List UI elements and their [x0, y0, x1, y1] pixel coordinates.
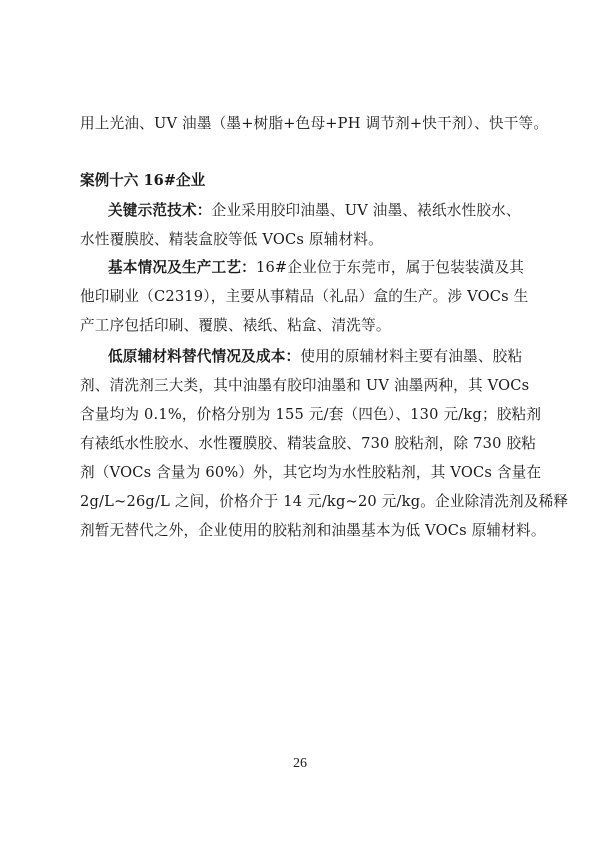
key-tech-text: 企业采用胶印油墨、UV 油墨、裱纸水性胶水、: [211, 202, 521, 219]
basic-info-text: 16#企业位于东莞市，属于包装装潢及其: [255, 259, 525, 276]
substitution-text: 使用的原辅材料主要有油墨、胶粘: [300, 348, 523, 365]
substitution-line-4: 有裱纸水性胶水、水性覆膜胶、精装盒胶、730 胶粘剂，除 730 胶粘: [80, 435, 537, 452]
page-number: 26: [293, 756, 307, 771]
substitution-label: 低原辅材料替代情况及成本：: [108, 348, 301, 365]
substitution-line-7: 剂暂无替代之外，企业使用的胶粘剂和油墨基本为低 VOCs 原辅材料。: [80, 522, 546, 539]
key-tech-label: 关键示范技术：: [108, 202, 212, 219]
substitution-line-1: [108, 347, 523, 367]
basic-info-line-2: 他印刷业（C2319），主要从事精品（礼品）盒的生产。涉 VOCs 生: [80, 288, 529, 305]
substitution-line-6: 2g/L~26g/L 之间，价格介于 14 元/kg~20 元/kg。企业除清洗剂及稀释: [80, 493, 569, 510]
key-tech-line-1: [108, 201, 520, 221]
basic-info-line-1: [108, 258, 525, 278]
key-tech-line-2: 水性覆膜胶、精装盒胶等低 VOCs 原辅材料。: [80, 231, 383, 248]
basic-info-label: 基本情况及生产工艺：: [108, 259, 256, 276]
continuation-text: 用上光油、UV 油墨（墨+树脂+色母+PH 调节剂+快干剂）、快干等。: [80, 115, 549, 132]
substitution-line-5: 剂（VOCs 含量为 60%）外，其它均为水性胶粘剂，其 VOCs 含量在: [80, 464, 542, 481]
basic-info-line-3: 产工序包括印刷、覆膜、裱纸、粘盒、清洗等。: [80, 317, 391, 334]
substitution-line-3: 含量均为 0.1%，价格分别为 155 元/套（四色）、130 元/kg；胶粘剂: [80, 406, 542, 423]
substitution-line-2: 剂、清洗剂三大类，其中油墨有胶印油墨和 UV 油墨两种，其 VOCs: [80, 377, 530, 394]
case-title: 案例十六 16#企业: [80, 172, 206, 189]
